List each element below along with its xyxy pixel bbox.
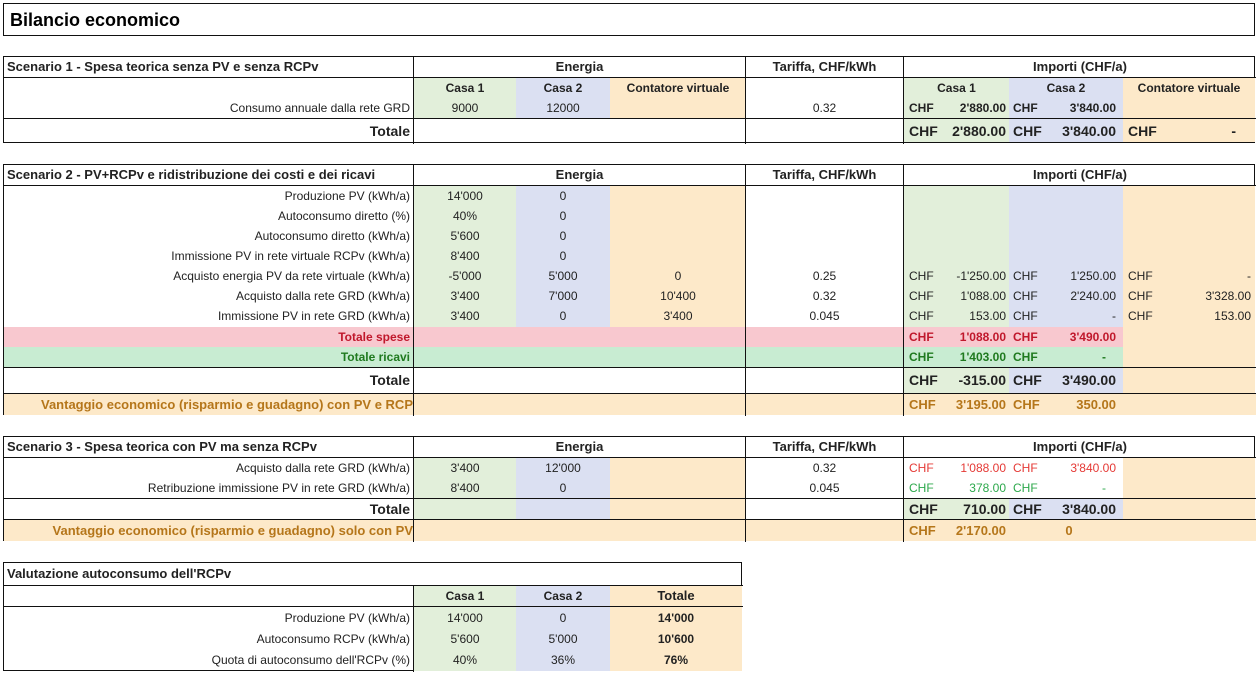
cell-chf1: CHF [909,101,934,115]
row-label: Immissione PV in rete virtuale RCPv (kWh/a) [171,249,410,263]
importi-casa2-header: Casa 2 [1046,81,1086,95]
cell-amt2[interactable]: 3'840.00 [1069,101,1116,115]
cell-chf2: CHF [1013,309,1038,323]
scenario1-title: Scenario 1 - Spesa teorica senza PV e senza RCPv [7,59,319,74]
cell-casa2[interactable]: 36% [550,653,576,667]
vantaggio-chf2: CHF [1013,397,1040,412]
cell-tariff[interactable]: 0.32 [812,289,837,303]
row-label: Acquisto energia PV da rete virtuale (kWh/a) [173,269,410,283]
total-amt2[interactable]: 3'490.00 [1062,372,1116,388]
total-amt2[interactable]: 3'840.00 [1062,123,1116,139]
row-label: Autoconsumo diretto (kWh/a) [254,229,410,243]
row-label: Acquisto dalla rete GRD (kWh/a) [235,289,410,303]
cell-contatore[interactable]: 0 [674,269,682,283]
vantaggio-label: Vantaggio economico (risparmio e guadagno) solo con PV [52,523,413,538]
importi-contatore-header: Contatore virtuale [1137,81,1241,95]
spese-amt2[interactable]: 3'490.00 [1069,330,1116,344]
cell-casa2[interactable]: 0 [559,481,567,495]
cell-chf2: CHF [1013,289,1038,303]
vantaggio-amt1[interactable]: 3'195.00 [955,397,1006,412]
table-row [4,650,743,670]
cell-chf1: CHF [909,461,934,475]
cell-casa2[interactable]: 5'000 [548,632,578,646]
ricavi-amt2[interactable]: - [1102,350,1106,364]
cell-chf2: CHF [1013,269,1038,283]
row-label: Acquisto dalla rete GRD (kWh/a) [235,461,410,475]
ricavi-chf2: CHF [1013,350,1038,364]
ricavi-amt1[interactable]: 1'403.00 [959,350,1006,364]
cell-amt2[interactable]: - [1112,309,1116,323]
total-chf2: CHF [1013,501,1042,517]
cell-casa2[interactable]: 0 [559,611,567,625]
cell-chf3: CHF [1128,309,1153,323]
contatore-header: Contatore virtuale [626,81,730,95]
cell-amt1[interactable]: -1'250.00 [956,269,1006,283]
cell-casa1[interactable]: -5'000 [448,269,482,283]
cell-amt2[interactable]: 1'250.00 [1070,269,1116,283]
scenario2-table [3,164,1255,415]
vantaggio-amt2[interactable]: 0 [1065,523,1073,538]
total-amt1[interactable]: 2'880.00 [952,123,1006,139]
casa2-header: Casa 2 [543,81,583,95]
cell-casa1[interactable]: 5'600 [450,229,480,243]
page-title: Bilancio economico [10,10,181,30]
total-chf1: CHF [909,123,938,139]
cell-tariff[interactable]: 0.32 [812,101,837,115]
cell-casa1[interactable]: 3'400 [450,289,480,303]
cell-contatore[interactable]: 10'400 [660,289,696,303]
cell-casa1[interactable]: 40% [452,209,478,223]
importi-header: Importi (CHF/a) [1033,59,1127,74]
total-amt2[interactable]: 3'840.00 [1062,501,1116,517]
cell-amt1[interactable]: 1'088.00 [960,289,1006,303]
row-label: Produzione PV (kWh/a) [284,611,410,625]
cell-amt1[interactable]: 153.00 [969,309,1006,323]
cell-casa1[interactable]: 8'400 [450,249,480,263]
energia-header: Energia [555,439,604,454]
table-row [4,206,1256,226]
scenario1-table [3,56,1255,143]
vantaggio-amt1[interactable]: 2'170.00 [955,523,1006,538]
table-row [4,266,1256,286]
casa1-header: Casa 1 [445,81,485,95]
table-row [4,226,1256,246]
scenario3-title: Scenario 3 - Spesa teorica con PV ma senza RCPv [7,439,317,454]
table-row [4,246,1256,266]
cell-amt3[interactable]: - [1247,269,1251,283]
total-amt1[interactable]: -315.00 [958,372,1006,388]
cell-chf2: CHF [1013,481,1038,495]
table-row [4,286,1256,306]
autoconsumo-table [3,562,742,671]
cell-chf1: CHF [909,269,934,283]
spese-chf1: CHF [909,330,934,344]
cell-amt3[interactable]: 3'328.00 [1205,289,1251,303]
cell-totale[interactable]: 14'000 [657,611,695,625]
cell-totale[interactable]: 10'600 [657,632,695,646]
cell-casa2[interactable]: 12'000 [545,461,581,475]
energia-header: Energia [555,59,604,74]
cell-casa1[interactable]: 3'400 [450,309,480,323]
table-row [4,629,743,649]
row-label: Immissione PV in rete GRD (kWh/a) [217,309,410,323]
tariffa-header: Tariffa, CHF/kWh [772,59,877,74]
cell-chf1: CHF [909,289,934,303]
vantaggio-chf1: CHF [909,397,936,412]
cell-casa2[interactable]: 5'000 [548,269,578,283]
vantaggio-label: Vantaggio economico (risparmio e guadagno) con PV e RCP [40,397,413,412]
row-label: Autoconsumo RCPv (kWh/a) [256,632,410,646]
cell-casa1[interactable]: 14'000 [447,189,483,203]
row-label: Retribuzione immissione PV in rete GRD (kWh/a) [147,481,410,495]
table-row [4,608,743,628]
spese-amt1[interactable]: 1'088.00 [959,330,1006,344]
cell-amt2[interactable]: 3'840.00 [1070,461,1116,475]
total-chf1: CHF [909,372,938,388]
cell-contatore[interactable]: 3'400 [663,309,693,323]
cell-amt1[interactable]: 378.00 [969,481,1006,495]
cell-casa1[interactable]: 9000 [451,101,479,115]
cell-casa2[interactable]: 7'000 [548,289,578,303]
tariffa-header: Tariffa, CHF/kWh [772,439,877,454]
row-label: Produzione PV (kWh/a) [284,189,410,203]
total-label: Totale [369,372,410,388]
table-row [4,478,1256,498]
cell-amt3[interactable]: 153.00 [1214,309,1251,323]
title-box [3,3,1255,36]
row-label: Consumo annuale dalla rete GRD [229,101,410,115]
total-chf3: CHF [1128,123,1157,139]
cell-chf1: CHF [909,481,934,495]
row-label: Quota di autoconsumo dell'RCPv (%) [211,653,410,667]
autoconsumo-title: Valutazione autoconsumo dell'RCPv [7,566,232,581]
cell-casa2[interactable]: 0 [559,229,567,243]
importi-header: Importi (CHF/a) [1033,439,1127,454]
cell-chf3: CHF [1128,269,1153,283]
table-row [4,458,1256,478]
table-row [4,186,1256,206]
cell-casa1[interactable]: 5'600 [450,632,480,646]
cell-amt1[interactable]: 2'880.00 [959,101,1006,115]
total-chf2: CHF [1013,372,1042,388]
cell-totale[interactable]: 76% [663,653,689,667]
casa2-header: Casa 2 [543,589,583,603]
cell-casa1[interactable]: 3'400 [450,461,480,475]
totale-ricavi-label: Totale ricavi [340,350,410,364]
total-label: Totale [369,123,410,139]
total-chf2: CHF [1013,123,1042,139]
cell-casa1[interactable]: 8'400 [450,481,480,495]
table-row [4,306,1256,326]
cell-casa2[interactable]: 0 [559,189,567,203]
totale-header: Totale [657,588,695,603]
cell-casa2[interactable]: 0 [559,209,567,223]
cell-casa1[interactable]: 40% [452,653,478,667]
cell-chf2: CHF [1013,101,1038,115]
cell-casa2[interactable]: 12000 [546,101,580,115]
total-label: Totale [369,501,410,517]
casa1-header: Casa 1 [445,589,485,603]
ricavi-chf1: CHF [909,350,934,364]
total-amt3[interactable]: - [1231,123,1236,139]
cell-tariff[interactable]: 0.32 [812,461,837,475]
cell-casa2[interactable]: 0 [559,309,567,323]
totale-spese-label: Totale spese [338,330,410,344]
cell-amt1[interactable]: 1'088.00 [960,461,1006,475]
cell-casa1[interactable]: 14'000 [447,611,483,625]
cell-chf3: CHF [1128,289,1153,303]
energia-header: Energia [555,167,604,182]
cell-amt2[interactable]: - [1102,481,1106,495]
cell-tariff[interactable]: 0.045 [809,309,840,323]
cell-chf2: CHF [1013,461,1038,475]
cell-tariff[interactable]: 0.045 [809,481,840,495]
scenario3-table [3,436,1255,541]
cell-chf1: CHF [909,309,934,323]
scenario2-title: Scenario 2 - PV+RCPv e ridistribuzione dei costi e dei ricavi [7,167,376,182]
vantaggio-amt2[interactable]: 350.00 [1076,397,1116,412]
cell-tariff[interactable]: 0.25 [812,269,837,283]
importi-header: Importi (CHF/a) [1033,167,1127,182]
total-amt1[interactable]: 710.00 [963,501,1006,517]
cell-casa2[interactable]: 0 [559,249,567,263]
total-chf1: CHF [909,501,938,517]
importi-casa1-header: Casa 1 [937,81,976,95]
spese-chf2: CHF [1013,330,1038,344]
cell-amt2[interactable]: 2'240.00 [1070,289,1116,303]
vantaggio-chf1: CHF [909,523,936,538]
tariffa-header: Tariffa, CHF/kWh [772,167,877,182]
row-label: Autoconsumo diretto (%) [277,209,410,223]
